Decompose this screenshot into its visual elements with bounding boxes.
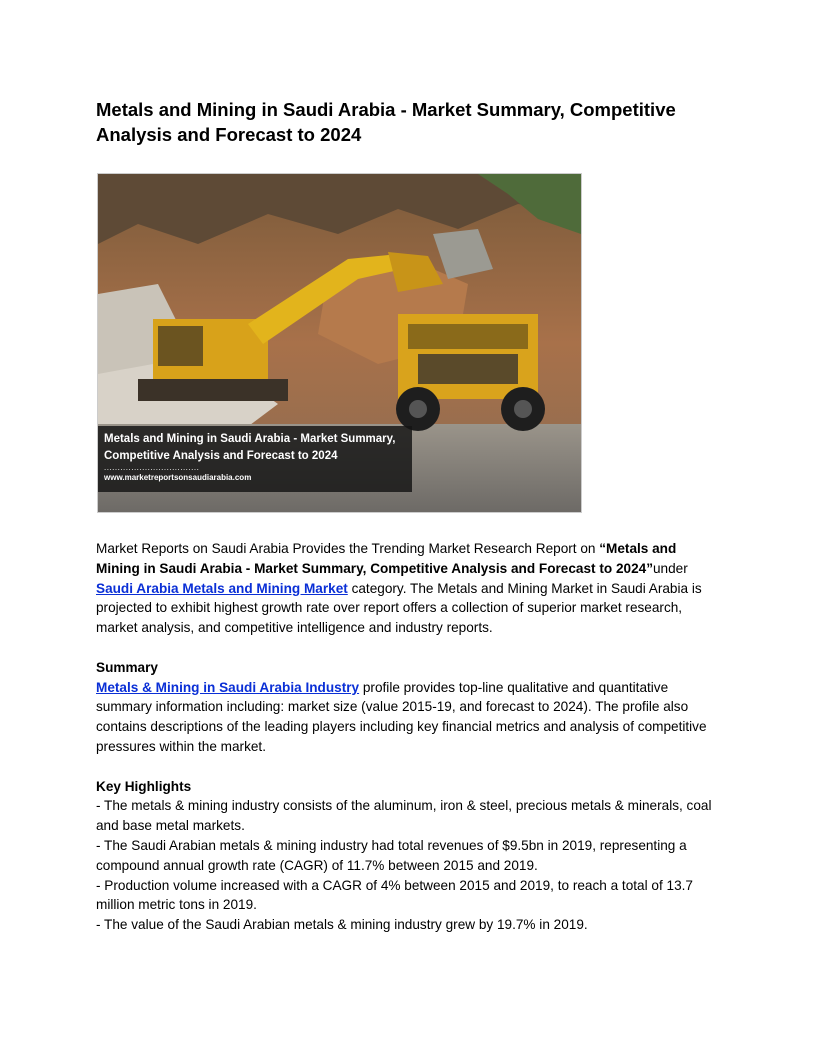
highlights-heading: Key Highlights [96, 778, 192, 794]
hero-caption [98, 426, 412, 492]
category-link[interactable]: Saudi Arabia Metals and Mining Market [96, 580, 348, 596]
document-body [96, 539, 721, 935]
industry-profile-link[interactable]: Metals & Mining in Saudi Arabia Industry [96, 679, 360, 695]
document-title: Metals and Mining in Saudi Arabia - Market Summary, Competitive Analysis and Forecast to 2024 [96, 99, 676, 145]
hero-image [97, 173, 582, 513]
highlight-item: - The Saudi Arabian metals & mining industry had total revenues of $9.5bn in 2019, representing a compound annual growth rate (CAGR) of 11.7% between 2015 and 2019. [96, 837, 687, 873]
intro-rest: category. The Metals and Mining Market in Saudi Arabia is projected to exhibit highest growth rate over report offers a collection of superior market research, market analysis, and competitive intelligence and industry reports. [96, 580, 702, 636]
highlight-item: - The metals & mining industry consists of the aluminum, iron & steel, precious metals & minerals, coal and base metal markets. [96, 798, 712, 834]
caption-title: Metals and Mining in Saudi Arabia - Market Summary, Competitive Analysis and Forecast to 2024 [104, 433, 396, 462]
summary-heading: Summary [96, 659, 158, 675]
intro-report-title: “Metals and Mining in Saudi Arabia - Market Summary, Competitive Analysis and Forecast to 2024” [96, 541, 677, 576]
intro-paragraph [96, 539, 721, 638]
highlight-item: - Production volume increased with a CAGR of 4% between 2015 and 2019, to reach a total of 13.7 million metric tons in 2019. [96, 877, 693, 913]
caption-url: www.marketreportsonsaudiarabia.com [104, 473, 252, 482]
caption-divider: ................................... [104, 463, 200, 472]
intro-under: under [652, 560, 688, 576]
summary-text: profile provides top-line qualitative and quantitative summary information including: market size (value 2015-19, and forecast to 2024). The profile also contains descriptions of the leading players including key financial metrics and analysis of competitive pressures within the market. [96, 679, 707, 754]
intro-lead: Market Reports on Saudi Arabia Provides the Trending Market Research Report on [96, 541, 600, 556]
summary-paragraph [96, 678, 721, 757]
highlight-item: - The value of the Saudi Arabian metals & mining industry grew by 19.7% in 2019. [96, 917, 588, 933]
